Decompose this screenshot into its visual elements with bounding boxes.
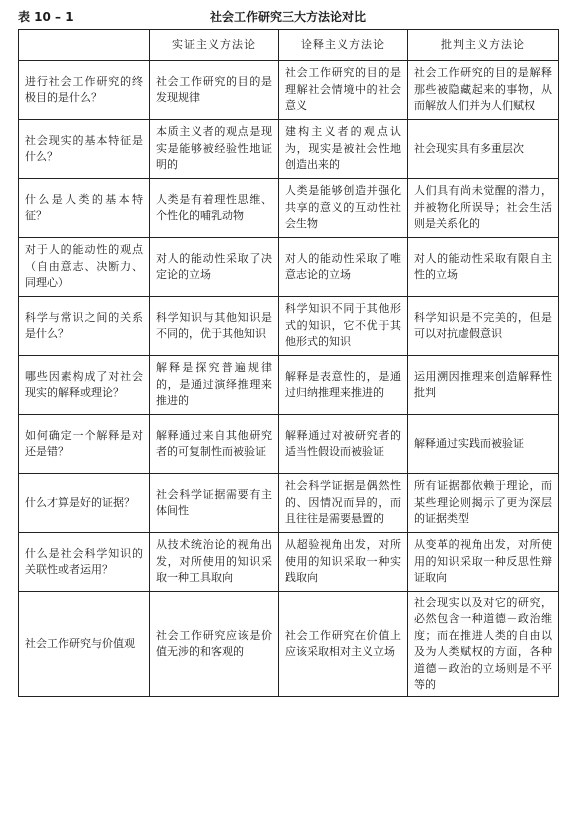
positivism-cell: 解释是探究普遍规律的，是通过演绎推理来推进的: [150, 356, 279, 415]
critical-cell: 科学知识是不完美的，但是可以对抗虚假意识: [408, 297, 559, 356]
question-cell: 哪些因素构成了对社会现实的解释或理论？: [19, 356, 150, 415]
table-row: [19, 592, 559, 697]
header-row: [19, 30, 559, 61]
table-row: [19, 474, 559, 533]
critical-cell: 社会现实以及对它的研究，必然包含一种道德－政治维度；而在推进人类的自由以及为人类赋权的方面，各种道德－政治的立场则是不平等的: [408, 592, 559, 697]
critical-cell: 对人的能动性采取有限自主性的立场: [408, 238, 559, 297]
table-row: [19, 533, 559, 592]
critical-cell: 所有证据都依赖于理论，而某些理论则揭示了更为深层的证据类型: [408, 474, 559, 533]
table-row: [19, 297, 559, 356]
interpretivism-cell: 社会工作研究在价值上应该采取相对主义立场: [279, 592, 408, 697]
positivism-cell: 从技术统治论的视角出发，对所使用的知识采取一种工具取向: [150, 533, 279, 592]
positivism-cell: 对人的能动性采取了决定论的立场: [150, 238, 279, 297]
table-row: [19, 120, 559, 179]
interpretivism-cell: 解释是表意性的，是通过归纳推理来推进的: [279, 356, 408, 415]
positivism-cell: 社会科学证据需要有主体间性: [150, 474, 279, 533]
interpretivism-cell: 人类是能够创造并强化共享的意义的互动性社会生物: [279, 179, 408, 238]
critical-cell: 社会工作研究的目的是解释那些被隐藏起来的事物，从而解放人们并为人们赋权: [408, 61, 559, 120]
positivism-cell: 社会工作研究应该是价值无涉的和客观的: [150, 592, 279, 697]
question-cell: 什么是人类的基本特征？: [19, 179, 150, 238]
positivism-cell: 社会工作研究的目的是发现规律: [150, 61, 279, 120]
header-cell-question: [19, 30, 150, 61]
question-cell: 什么是社会科学知识的关联性或者运用？: [19, 533, 150, 592]
positivism-cell: 解释通过来自其他研究者的可复制性而被验证: [150, 415, 279, 474]
table-row: [19, 238, 559, 297]
table-number: 表 10 – 1: [18, 10, 74, 24]
critical-cell: 解释通过实践而被验证: [408, 415, 559, 474]
positivism-cell: 人类是有着理性思维、个性化的哺乳动物: [150, 179, 279, 238]
table-caption: [18, 6, 558, 28]
interpretivism-cell: 对人的能动性采取了唯意志论的立场: [279, 238, 408, 297]
positivism-cell: 本质主义者的观点是现实是能够被经验性地证明的: [150, 120, 279, 179]
critical-cell: 人们具有尚未觉醒的潜力，并被物化所误导；社会生活则是关系化的: [408, 179, 559, 238]
question-cell: 对于人的能动性的观点（自由意志、决断力、同理心）: [19, 238, 150, 297]
interpretivism-cell: 从超验视角出发，对所使用的知识采取一种实践取向: [279, 533, 408, 592]
interpretivism-cell: 社会科学证据是偶然性的、因情况而异的，而且往往是需要悬置的: [279, 474, 408, 533]
table-row: [19, 415, 559, 474]
table-row: [19, 61, 559, 120]
question-cell: 如何确定一个解释是对还是错？: [19, 415, 150, 474]
interpretivism-cell: 科学知识不同于其他形式的知识，它不优于其他形式的知识: [279, 297, 408, 356]
interpretivism-cell: 社会工作研究的目的是理解社会情境中的社会意义: [279, 61, 408, 120]
interpretivism-cell: 建构主义者的观点认为，现实是被社会性地创造出来的: [279, 120, 408, 179]
table-row: [19, 356, 559, 415]
question-cell: 社会现实的基本特征是什么？: [19, 120, 150, 179]
header-cell-critical: 批判主义方法论: [408, 30, 559, 61]
header-cell-interpretivism: 诠释主义方法论: [279, 30, 408, 61]
interpretivism-cell: 解释通过对被研究者的适当性假设而被验证: [279, 415, 408, 474]
table-row: [19, 179, 559, 238]
positivism-cell: 科学知识与其他知识是不同的，优于其他知识: [150, 297, 279, 356]
methodology-comparison-table: [18, 29, 559, 697]
critical-cell: 运用溯因推理来创造解释性批判: [408, 356, 559, 415]
question-cell: 科学与常识之间的关系是什么？: [19, 297, 150, 356]
header-cell-positivism: 实证主义方法论: [150, 30, 279, 61]
question-cell: 社会工作研究与价值观: [19, 592, 150, 697]
table-title: 社会工作研究三大方法论对比: [209, 10, 366, 24]
question-cell: 进行社会工作研究的终极目的是什么？: [19, 61, 150, 120]
critical-cell: 社会现实具有多重层次: [408, 120, 559, 179]
question-cell: 什么才算是好的证据？: [19, 474, 150, 533]
critical-cell: 从变革的视角出发，对所使用的知识采取一种反思性辩证取向: [408, 533, 559, 592]
